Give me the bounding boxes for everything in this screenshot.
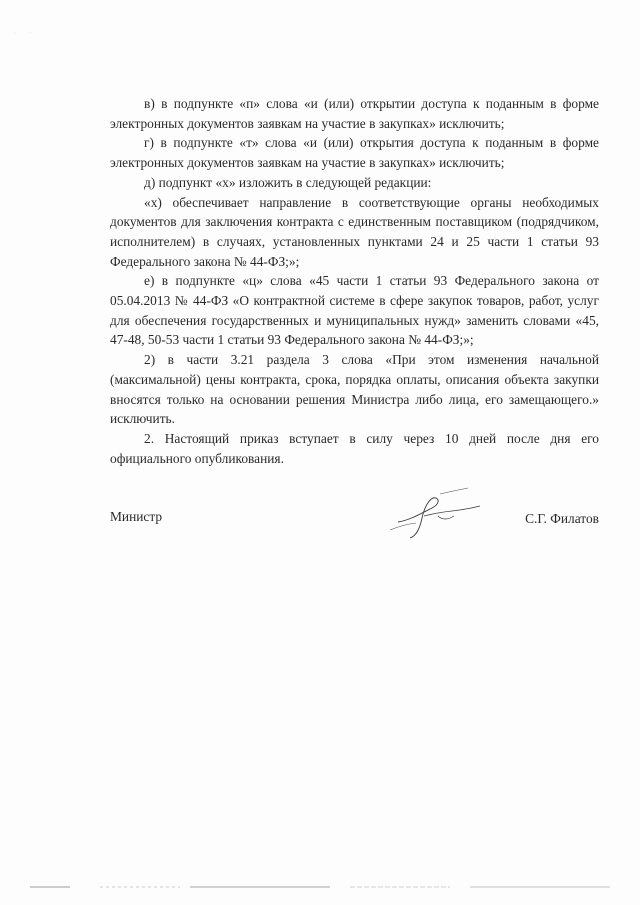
signature-block xyxy=(110,506,599,566)
scan-corner-mark: · · xyxy=(14,30,38,36)
paragraph-order-effective: 2. Настоящий приказ вступает в силу через 10 дней после дня его официального опубликования. xyxy=(110,430,599,466)
paragraph-g: г) в подпункте «т» слова «и (или) открытия доступа к поданным в форме электронных документов заявкам на участие в закупках» исключить; xyxy=(110,135,599,171)
position-label: Министр xyxy=(110,509,163,524)
paragraph-d: д) подпункт «х» изложить в следующей редакции: xyxy=(144,174,432,190)
document-body xyxy=(110,94,599,468)
scan-bottom-artifact xyxy=(30,885,610,889)
paragraph-kh-new-text: «х) обеспечивает направление в соответствующие органы необходимых документов для заключения контракта с единственным поставщиком (подрядчиком, исполнителем) в случаях, установленных пунктами 24 и 25 части 1 статьи 93 Федерального закона № 44-ФЗ;»; xyxy=(110,194,599,269)
paragraph-e: е) в подпункте «ц» слова «45 части 1 статьи 93 Федерального закона от 05.04.2013 № 44-ФЗ «О контрактной системе в сфере закупок товаров, работ, услуг для обеспечения государственных и муниципальных нужд» заменить словами «45, 47-48, 50-53 части 1 статьи 93 Федерального закона № 44-ФЗ;»; xyxy=(110,273,599,348)
signer-name: С.Г. Филатов xyxy=(525,511,599,526)
handwritten-signature xyxy=(380,486,490,546)
paragraph-item-2: 2) в части 3.21 раздела 3 слова «При этом изменения начальной (максимальной) цены контракта, срока, порядка оплаты, описания объекта закупки вносятся только на основании решения Министра либо лица, его замещающего.» исключить. xyxy=(110,352,599,427)
paragraph-v: в) в подпункте «п» слова «и (или) открытии доступа к поданным в форме электронных документов заявкам на участие в закупках» исключить; xyxy=(110,96,599,131)
